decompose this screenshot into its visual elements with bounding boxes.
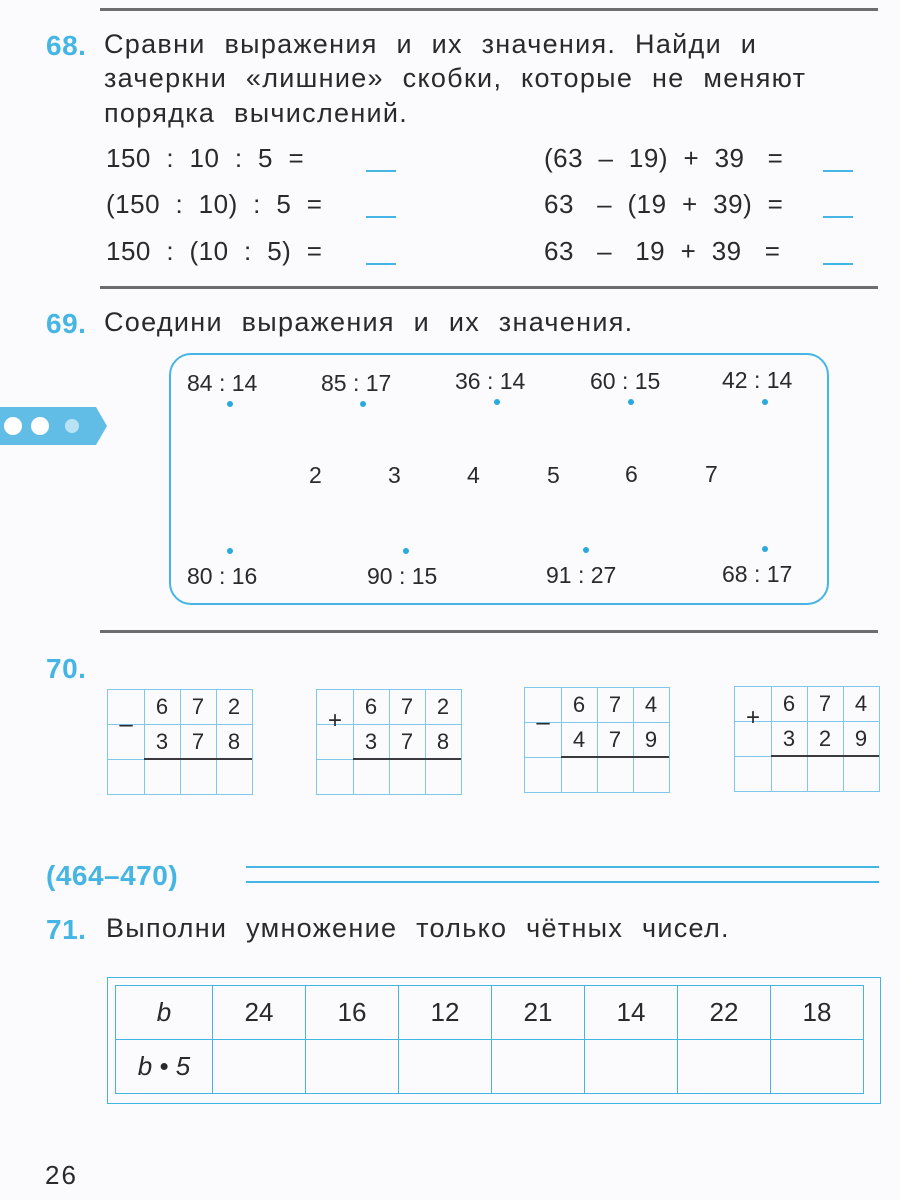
value-cell: 12 — [399, 986, 492, 1040]
value-cell: 22 — [678, 986, 771, 1040]
answer-cell[interactable] — [492, 1040, 585, 1094]
exercise-68-line-1: Сравни выражения и их значения. Найди и — [104, 29, 758, 59]
exercise-71-number: 71. — [46, 914, 87, 945]
connect-point[interactable] — [762, 546, 768, 552]
answer-blank[interactable] — [823, 263, 853, 265]
connect-point[interactable] — [227, 401, 233, 407]
connect-point[interactable] — [360, 401, 366, 407]
connect-point[interactable] — [583, 547, 589, 553]
expression-right-3: 63 – 19 + 39 = — [544, 236, 781, 266]
digit: 7 — [191, 694, 205, 719]
value-cell: 16 — [306, 986, 399, 1040]
value-cell: 14 — [585, 986, 678, 1040]
digit: 7 — [608, 692, 622, 717]
answer-cell[interactable] — [585, 1040, 678, 1094]
answer-cell[interactable] — [771, 1040, 864, 1094]
operator-sign: – — [536, 709, 550, 736]
digit: 4 — [854, 691, 868, 716]
section-double-line — [246, 881, 879, 883]
sum-line — [144, 758, 252, 760]
exercise-69-title: Соедини выражения и их значения. — [104, 307, 634, 337]
page-tab-marker — [0, 405, 108, 447]
top-expression-2[interactable]: 85 : 17 — [321, 370, 392, 396]
top-expression-5[interactable]: 42 : 14 — [722, 367, 793, 393]
digit: 7 — [400, 694, 414, 719]
bottom-expression-2[interactable]: 90 : 15 — [367, 563, 438, 589]
top-expression-1[interactable]: 84 : 14 — [187, 370, 258, 396]
value-option[interactable]: 3 — [388, 462, 401, 488]
bottom-expression-1[interactable]: 80 : 16 — [187, 563, 258, 589]
table-row — [116, 986, 864, 1040]
column-problem-1 — [107, 689, 253, 795]
digit: 7 — [818, 691, 832, 716]
top-expression-4[interactable]: 60 : 15 — [590, 368, 661, 394]
operator-sign: + — [745, 704, 760, 731]
digit: 7 — [191, 729, 205, 754]
expression-left-2: (150 : 10) : 5 = — [106, 189, 323, 219]
expression-left-3: 150 : (10 : 5) = — [106, 236, 323, 266]
exercise-68-number: 68. — [46, 30, 87, 61]
digit: 3 — [782, 726, 796, 751]
section-range-heading: (464–470) — [46, 860, 179, 891]
expression-left-1: 150 : 10 : 5 = — [106, 143, 305, 173]
section-double-line — [246, 866, 879, 868]
exercise-70-number: 70. — [46, 653, 87, 684]
value-option[interactable]: 6 — [625, 461, 638, 487]
expression-right-1: (63 – 19) + 39 = — [544, 143, 784, 173]
column-problem-3 — [524, 687, 670, 793]
sum-line — [561, 756, 669, 758]
digit: 8 — [436, 729, 450, 754]
digit: 6 — [572, 692, 586, 717]
digit: 4 — [644, 692, 658, 717]
digit: 2 — [818, 726, 832, 751]
top-rule — [100, 8, 878, 11]
value-option[interactable]: 2 — [309, 462, 322, 488]
connect-point[interactable] — [403, 548, 409, 554]
digit: 6 — [782, 691, 796, 716]
digit: 6 — [155, 694, 169, 719]
sum-line — [353, 758, 461, 760]
digit: 6 — [364, 694, 378, 719]
value-cell: 24 — [213, 986, 306, 1040]
section-rule — [100, 286, 878, 289]
multiplication-table — [115, 985, 864, 1094]
answer-blank[interactable] — [823, 170, 853, 172]
bottom-expression-3[interactable]: 91 : 27 — [546, 562, 617, 588]
connect-point[interactable] — [762, 399, 768, 405]
answer-blank[interactable] — [366, 216, 396, 218]
value-option[interactable]: 5 — [547, 462, 560, 488]
answer-cell[interactable] — [213, 1040, 306, 1094]
digit: 8 — [227, 729, 241, 754]
digit: 2 — [436, 694, 450, 719]
table-row — [116, 1040, 864, 1094]
top-expression-3[interactable]: 36 : 14 — [455, 368, 526, 394]
value-option[interactable]: 7 — [705, 461, 718, 487]
digit: 2 — [227, 694, 241, 719]
digit: 9 — [644, 727, 658, 752]
operator-sign: + — [327, 707, 342, 734]
value-option[interactable]: 4 — [467, 462, 480, 488]
connect-point[interactable] — [494, 399, 500, 405]
exercise-71-title: Выполни умножение только чётных чисел. — [106, 913, 730, 943]
digit: 4 — [572, 727, 586, 752]
answer-blank[interactable] — [823, 216, 853, 218]
row-label-b-times-5: b • 5 — [116, 1040, 213, 1094]
exercise-69-number: 69. — [46, 308, 87, 339]
column-problem-4 — [734, 686, 880, 792]
section-rule — [100, 630, 878, 633]
digit: 9 — [854, 726, 868, 751]
connect-point[interactable] — [227, 548, 233, 554]
bottom-expression-4[interactable]: 68 : 17 — [722, 561, 793, 587]
digit: 3 — [364, 729, 378, 754]
digit: 7 — [400, 729, 414, 754]
digit: 7 — [608, 727, 622, 752]
page-number: 26 — [45, 1160, 78, 1190]
answer-cell[interactable] — [678, 1040, 771, 1094]
connect-point[interactable] — [628, 399, 634, 405]
sum-line — [771, 755, 879, 757]
column-problem-2 — [316, 689, 462, 795]
exercise-68-line-3: порядка вычислений. — [104, 98, 409, 128]
row-label-b: b — [116, 986, 213, 1040]
answer-blank[interactable] — [366, 170, 396, 172]
answer-cell[interactable] — [399, 1040, 492, 1094]
operator-sign: – — [119, 711, 133, 738]
value-cell: 21 — [492, 986, 585, 1040]
digit: 3 — [155, 729, 169, 754]
exercise-68-line-2: зачеркни «лишние» скобки, которые не меняют — [104, 63, 807, 93]
answer-cell[interactable] — [306, 1040, 399, 1094]
answer-blank[interactable] — [366, 263, 396, 265]
value-cell: 18 — [771, 986, 864, 1040]
expression-right-2: 63 – (19 + 39) = — [544, 189, 784, 219]
